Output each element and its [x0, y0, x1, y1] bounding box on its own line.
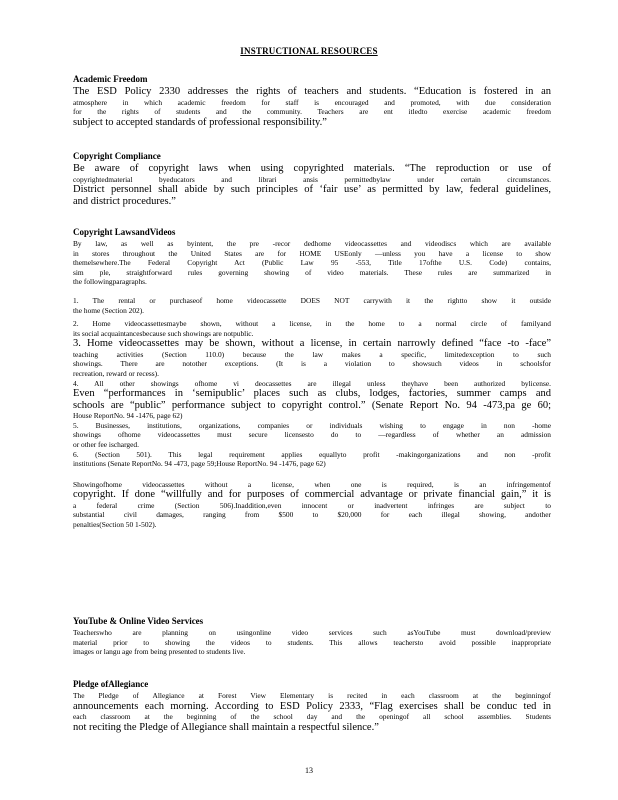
paragraph-line: for the rights of students and the community. Teachers are ent itledto exercise academic freedom: [73, 107, 551, 117]
paragraph-line: Be aware of copyright laws when using copyrighted materials. “The reproduction or use of: [73, 163, 551, 174]
paragraph-line: material prior to showing the videos to students. This allows teachersto avoid possible inappropriate: [73, 637, 551, 647]
paragraph-line: sim ple, straightforward rules governing showing of video materials. These rules are summarized in: [73, 267, 551, 277]
paragraph-line: the followingparagraphs.: [73, 277, 147, 287]
list-item-line: recreation, reward or recess).: [73, 369, 159, 379]
section-pledge-of-allegiance: [73, 679, 551, 733]
list-item-line: House ReportNo. 94 -1476, page 62): [73, 411, 183, 421]
paragraph-line: images or langu age from being presented to students live.: [73, 647, 246, 657]
section-heading: Academic Freedom: [73, 74, 148, 84]
section-copyright-compliance: [73, 151, 551, 207]
list-item-line: showings ofhome videocassettes must secure licensesto do to —regardless of whether an admission: [73, 430, 551, 440]
paragraph-line: copyright. If done “willfully and for purposes of commercial advantage or private financial gain,” it is: [73, 489, 551, 501]
list-item-line: 4. All other showings ofhome vi deocassettes are illegal unless theyhave been authorized bylicense.: [73, 378, 551, 388]
list-item-line: the home (Section 202).: [73, 305, 145, 315]
list-item-line: 6. (Section 501). This legal requirement applies equallyto profit -makingorganizations and non -profit: [73, 449, 551, 459]
paragraph-line: not reciting the Pledge of Allegiance shall maintain a respectful silence.”: [73, 721, 379, 733]
paragraph-line: copyrightedmaterial byeducators and librari ansis permittedbylaw under certain circumstances.: [73, 174, 551, 184]
paragraph-line: in stores throughout the United States are for HOME USEonly —unless you have a license to show: [73, 248, 551, 258]
paragraph-line: Teacherswho are planning on usingonline video services such asYouTube must download/preview: [73, 628, 551, 637]
section-copyright-laws-videos: [73, 227, 551, 530]
paragraph-line: atmosphere in which academic freedom for staff is encouraged and promoted, with due consideration: [73, 97, 551, 107]
section-heading: Copyright Compliance: [73, 151, 161, 161]
paragraph-line: subject to accepted standards of professional responsibility.”: [73, 116, 327, 128]
list-item-line: or other fee ischarged.: [73, 440, 139, 449]
paragraph-line: The Pledge of Allegiance at Forest View Elementary is recited in each classroom at the beginningof: [73, 691, 551, 700]
paragraph-line: announcements each morning. According to ESD Policy 2333, “Flag exercises shall be conduc ted in: [73, 700, 551, 712]
section-academic-freedom: [73, 74, 551, 128]
list-item-line: Even “performances in ‘semipublic’ places such as clubs, lodges, factories, summer camps and: [73, 388, 551, 400]
list-item-line: 5. Businesses, institutions, organizations, companies or individuals wishing to engage in non -home: [73, 420, 551, 430]
page-number: 13: [305, 766, 313, 775]
list-item-line: its social acquaintancesbecause such showings are notpublic.: [73, 328, 254, 338]
section-youtube-online-video: [73, 616, 551, 657]
paragraph-line: District personnel shall abide by such principles of ‘fair use’ as permitted by law, federal guidelines,: [73, 184, 551, 196]
list-item-line: teaching activities (Section 110.0) because the law makes a specific, limitedexception to such: [73, 349, 551, 359]
section-heading: Pledge ofAllegiance: [73, 679, 149, 689]
paragraph-line: substantial civil damages, ranging from $500 to $20,000 for each illegal showing, andother: [73, 510, 551, 520]
page-title: INSTRUCTIONAL RESOURCES: [240, 46, 378, 56]
section-heading: YouTube & Online Video Services: [73, 616, 204, 626]
section-heading: Copyright LawsandVideos: [73, 227, 176, 237]
list-item-line: 1. The rental or purchaseof home videocassette DOES NOT carrywith it the rightto show it outside: [73, 295, 551, 305]
paragraph-line: Showingofhome videocassettes without a license, when one is required, is an infringementof: [73, 479, 551, 489]
list-item-line: schools are “public” performance subject to copyright control.” (Senate Report No. 94 -473,pa ge 60;: [73, 399, 551, 411]
list-item-line: 3. Home videocassettes may be shown, without a license, in certain narrowly defined “face -to -face”: [73, 338, 551, 350]
list-item-line: showings. There are notother exceptions. (It is a violation to showsuch videos in schoolsfor: [73, 359, 551, 369]
list-item-line: 2. Home videocassettesmaybe shown, without a license, in the home to a normal circle of familyand: [73, 319, 551, 329]
paragraph-line: a federal crime (Section 506).Inaddition,even innocent or inadvertent infringes are subject to: [73, 500, 551, 510]
paragraph-line: and district procedures.”: [73, 195, 176, 207]
paragraph-line: penalties(Section 50 1-502).: [73, 520, 157, 530]
paragraph-line: The ESD Policy 2330 addresses the rights of teachers and students. “Education is fostered in an: [73, 86, 551, 97]
paragraph-line: each classroom at the beginning of the school day and the openingof all school assemblies. Students: [73, 712, 551, 722]
paragraph-line: themelsewhere.The Federal Copyright Act (Public Law 95 -553, Title 17ofthe U.S. Code) contains,: [73, 258, 551, 268]
paragraph-line: By law, as well as byintent, the pre -recor dedhome videocassettes and videodiscs which are available: [73, 239, 551, 248]
list-item-line: institutions (Senate ReportNo. 94 -473, page 59;House ReportNo. 94 -1476, page 62): [73, 459, 326, 469]
